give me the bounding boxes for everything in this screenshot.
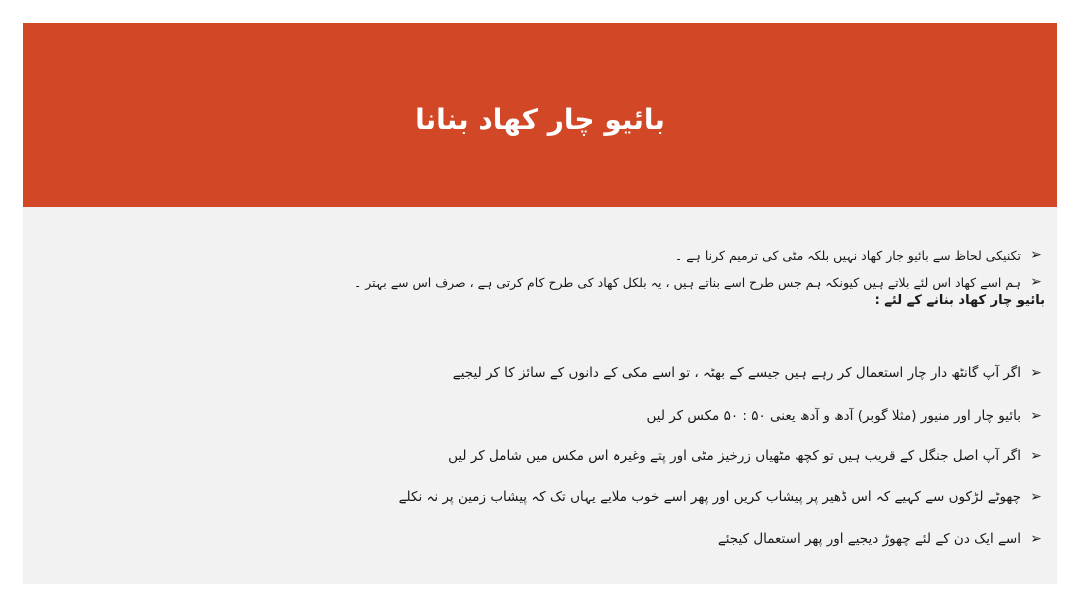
step-text: اسے ایک دن کے لئے چھوڑ دیجیے اور پھر استعمال کیجئے xyxy=(717,531,1021,547)
step-item-5 xyxy=(718,531,1045,547)
step-text: بائیو چار اور منیور (مثلا گوبر) آدھ و آدھ یعنی ۵۰ : ۵۰ مکس کر لیں xyxy=(646,408,1021,424)
check-arrow-icon: ➢ xyxy=(1030,247,1042,263)
intro-point-2 xyxy=(354,274,1045,290)
check-arrow-icon: ➢ xyxy=(1030,489,1042,505)
step-text: اگر آپ اصل جنگل کے قریب ہیں تو کچھ مٹھیاں زرخیز مٹی اور پتے وغیرہ اس مکس میں شامل کر لیں xyxy=(448,448,1021,464)
check-arrow-icon: ➢ xyxy=(1030,531,1042,547)
step-text: اگر آپ گانٹھ دار چار استعمال کر رہے ہیں جیسے کے بھٹہ ، تو اسے مکی کے دانوں کے سائز کا کر لیجیے xyxy=(452,365,1021,381)
step-text: چھوٹے لڑکوں سے کہیے کہ اس ڈھیر پر پیشاب کریں اور پھر اسے خوب ملایے یہاں تک کہ پیشاب زمین پر نہ نکلے xyxy=(398,489,1021,505)
check-arrow-icon: ➢ xyxy=(1030,365,1042,381)
check-arrow-icon: ➢ xyxy=(1030,274,1042,290)
intro-point-text: تکنیکی لحاظ سے بائیو جار کھاد نہیں بلکہ مٹی کی ترمیم کرنا ہے ۔ xyxy=(674,247,1021,263)
intro-point-text: ہم اسے کھاد اس لئے بلاتے ہیں کیونکہ ہم جس طرح اسے بناتے ہیں ، یہ بلکل کھاد کی طرح کام کرتی ہے ، صرف اس سے بہتر ۔ xyxy=(353,274,1021,290)
slide-body xyxy=(23,207,1057,584)
check-arrow-icon: ➢ xyxy=(1030,448,1042,464)
step-item-2 xyxy=(646,408,1045,424)
step-item-1 xyxy=(453,365,1045,381)
step-item-4 xyxy=(399,489,1045,505)
slide xyxy=(23,23,1057,584)
intro-point-1 xyxy=(675,247,1045,263)
step-item-3 xyxy=(448,448,1045,464)
check-arrow-icon: ➢ xyxy=(1030,408,1042,424)
slide-title: بائیو چار کھاد بنانا xyxy=(415,102,665,136)
title-band xyxy=(23,23,1057,207)
subheading: بائیو چار کھاد بنانے کے لئے : xyxy=(874,293,1045,308)
